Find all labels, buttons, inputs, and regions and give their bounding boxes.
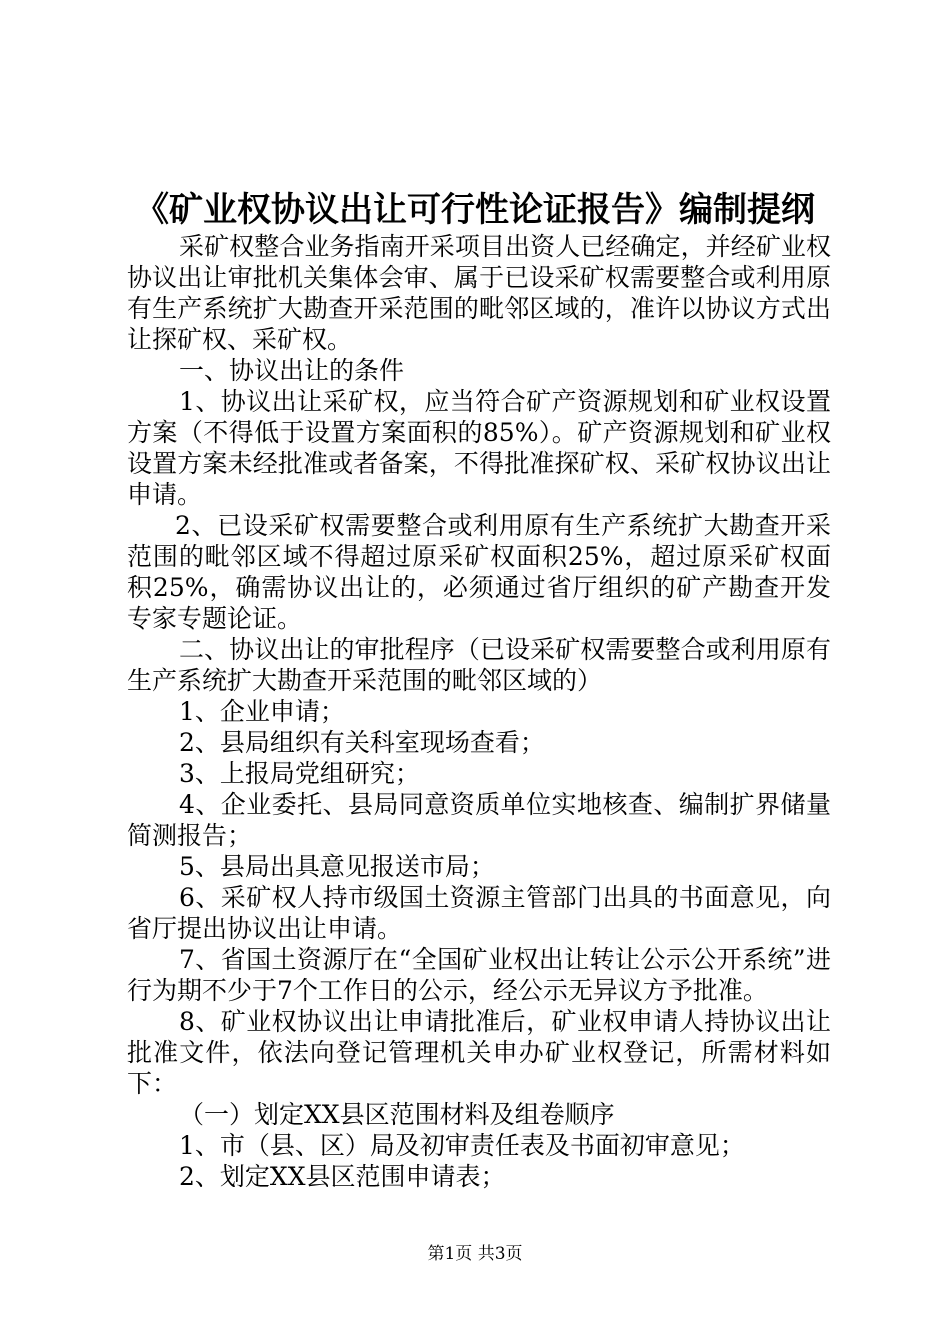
list-item: 1、企业申请；	[179, 697, 345, 726]
list-item: 7、省国土资源厅在“全国矿业权出让转让公示公开系统”进行为期不少于7个工作日的公示，经公示无异议方予批准。	[127, 945, 831, 1005]
list-item: 6、采矿权人持市级国土资源主管部门出具的书面意见，向省厅提出协议出让申请。	[127, 883, 831, 943]
list-item: 2、划定XX县区范围申请表；	[179, 1162, 506, 1191]
paragraph-condition-2: 2、已设采矿权需要整合或利用原有生产系统扩大勘查开采范围的毗邻区域不得超过原采矿权面积25%，超过原采矿权面积25%，确需协议出让的，必须通过省厅组织的矿产勘查开发专家专题论证。	[127, 511, 831, 633]
paragraph-intro: 采矿权整合业务指南开采项目出资人已经确定，并经矿业权协议出让审批机关集体会审、属于已设采矿权需要整合或利用原有生产系统扩大勘查开采范围的毗邻区域的，准许以协议方式出让探矿权、采矿权。	[127, 232, 831, 354]
document-body	[127, 231, 831, 1192]
list-item: 8、矿业权协议出让申请批准后，矿业权申请人持协议出让批准文件，依法向登记管理机关申办矿业权登记，所需材料如下：	[127, 1007, 831, 1098]
section-heading-conditions: 一、协议出让的条件	[179, 356, 405, 385]
list-item: 1、市（县、区）局及初审责任表及书面初审意见；	[179, 1131, 745, 1160]
list-item: 4、企业委托、县局同意资质单位实地核查、编制扩界储量简测报告；	[127, 790, 831, 850]
paragraph-condition-1: 1、协议出让采矿权，应当符合矿产资源规划和矿业权设置方案（不得低于设置方案面积的85%）。矿产资源规划和矿业权设置方案未经批准或者备案，不得批准探矿权、采矿权协议出让申请。	[127, 387, 831, 509]
section-heading-procedure: 二、协议出让的审批程序（已设采矿权需要整合或利用原有生产系统扩大勘查开采范围的毗邻区域的）	[127, 635, 831, 695]
list-item: 3、上报局党组研究；	[179, 759, 420, 788]
page-footer: 第1页 共3页	[427, 1244, 523, 1264]
list-item: 5、县局出具意见报送市局；	[179, 852, 495, 881]
list-item: 2、县局组织有关科室现场查看；	[179, 728, 545, 757]
subsection-heading: （一）划定XX县区范围材料及组卷顺序	[179, 1100, 615, 1129]
document-title: 《矿业权协议出让可行性论证报告》编制提纲	[135, 190, 815, 230]
